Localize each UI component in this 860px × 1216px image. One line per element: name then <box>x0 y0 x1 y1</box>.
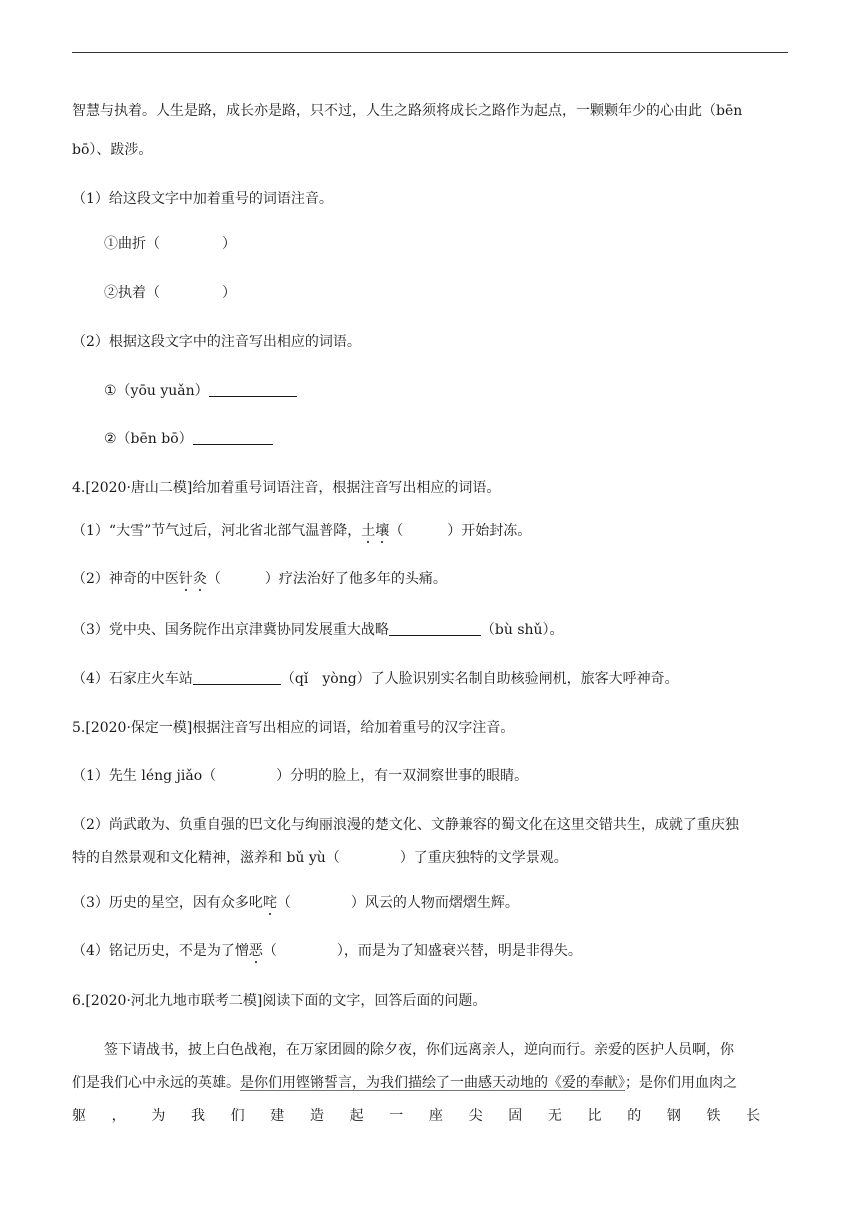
question-label: （1）给这段文字中加着重号的词语注音。 <box>72 191 333 207</box>
emphasis-char: 针 <box>178 571 193 587</box>
passage-char: 为 <box>151 1108 166 1124</box>
passage-line <box>72 101 742 121</box>
passage-char: 无 <box>547 1108 562 1124</box>
passage-char: 们 <box>230 1108 245 1124</box>
answer-item: ②执着（ ） <box>104 285 236 301</box>
passage-char: 我 <box>190 1108 205 1124</box>
answer-blank[interactable] <box>209 382 297 397</box>
passage-char: 建 <box>270 1108 285 1124</box>
section-title: 5.[2020·保定一模]根据注音写出相应的词语，给加着重号的汉字注音。 <box>72 720 515 736</box>
reading-passage-line: 们是我们心中永远的英雄。是你们用铿锵誓言，为我们描绘了一曲感天动地的《爱的奉献》；是你们用血肉之 <box>72 1075 737 1091</box>
question-line: （1）“大雪”节气过后，河北省北部气温普降，土壤（ ）开始封冻。 <box>72 523 532 539</box>
answer-blank[interactable] <box>193 670 281 685</box>
question-line[interactable]: （4）石家庄火车站 （qǐ yòng）了人脸识别实名制自助核验闸机，旅客大呼神奇。 <box>72 671 679 687</box>
answer-item[interactable]: ②（bēn bō） <box>104 429 273 449</box>
answer-item: ①曲折（ ） <box>104 236 236 252</box>
question-line[interactable]: （3）党中央、国务院作出京津冀协同发展重大战略 （bù shǔ）。 <box>72 622 564 638</box>
answer-blank[interactable] <box>193 430 273 445</box>
passage-char: 座 <box>428 1108 443 1124</box>
question-line: 特的自然景观和文化精神，滋养和 bǔ yù（ ）了重庆独特的文学景观。 <box>72 850 568 866</box>
header-rule <box>72 52 788 53</box>
passage-char: 比 <box>587 1108 602 1124</box>
emphasis-char: 恶 <box>248 943 263 959</box>
passage-char: 的 <box>627 1108 642 1124</box>
emphasis-char: 咤 <box>262 895 277 911</box>
answer-item[interactable]: ①（yōu yuǎn） <box>104 381 297 401</box>
section-title: 6.[2020·河北九地市联考二模]阅读下面的文字，回答后面的问题。 <box>72 993 487 1009</box>
passage-line <box>72 140 152 160</box>
passage-text: 智慧与执着。人生是路，成长亦是路，只不过，人生之路须将成长之路作为起点，一颗颗年少的心由此（bēn <box>72 103 743 119</box>
passage-char: 造 <box>309 1108 324 1124</box>
passage-text: bō）、跋涉。 <box>72 142 153 158</box>
question-line: （1）先生 léng jiǎo（ ）分明的脸上，有一双洞察世事的眼睛。 <box>72 768 529 784</box>
emphasis-char: 壤 <box>375 523 390 539</box>
passage-char: 钢 <box>666 1108 681 1124</box>
passage-char: 固 <box>508 1108 523 1124</box>
passage-char: ， <box>111 1108 126 1124</box>
passage-char: 起 <box>349 1108 364 1124</box>
emphasis-char: 土 <box>361 523 376 539</box>
question-label: （2）根据这段文字中的注音写出相应的词语。 <box>72 334 361 350</box>
answer-blank[interactable] <box>389 621 481 636</box>
question-line: （3）历史的星空，因有众多叱咤（ ）风云的人物而熠熠生辉。 <box>72 895 519 911</box>
section-title: 4.[2020·唐山二模]给加着重号词语注音，根据注音写出相应的词语。 <box>72 480 501 496</box>
passage-char: 尖 <box>468 1108 483 1124</box>
emphasis-char: 灸 <box>192 571 207 587</box>
question-line: （2）神奇的中医针灸（ ）疗法治好了他多年的头痛。 <box>72 571 447 587</box>
question-line: （4）铭记历史，不是为了憎恶（ ），而是为了知盛衰兴替，明是非得失。 <box>72 943 582 959</box>
passage-char: 长 <box>746 1108 761 1124</box>
reading-passage-line <box>72 1106 786 1126</box>
reading-passage-line: 签下请战书，披上白色战袍，在万家团圆的除夕夜，你们远离亲人，逆向而行。亲爱的医护人员啊，你 <box>104 1042 734 1058</box>
passage-char: 铁 <box>706 1108 721 1124</box>
passage-char: 一 <box>389 1108 404 1124</box>
passage-char: 躯 <box>72 1108 86 1124</box>
question-line: （2）尚武敢为、负重自强的巴文化与绚丽浪漫的楚文化、文静兼容的蜀文化在这里交错共生，成就了重庆独 <box>72 817 739 833</box>
